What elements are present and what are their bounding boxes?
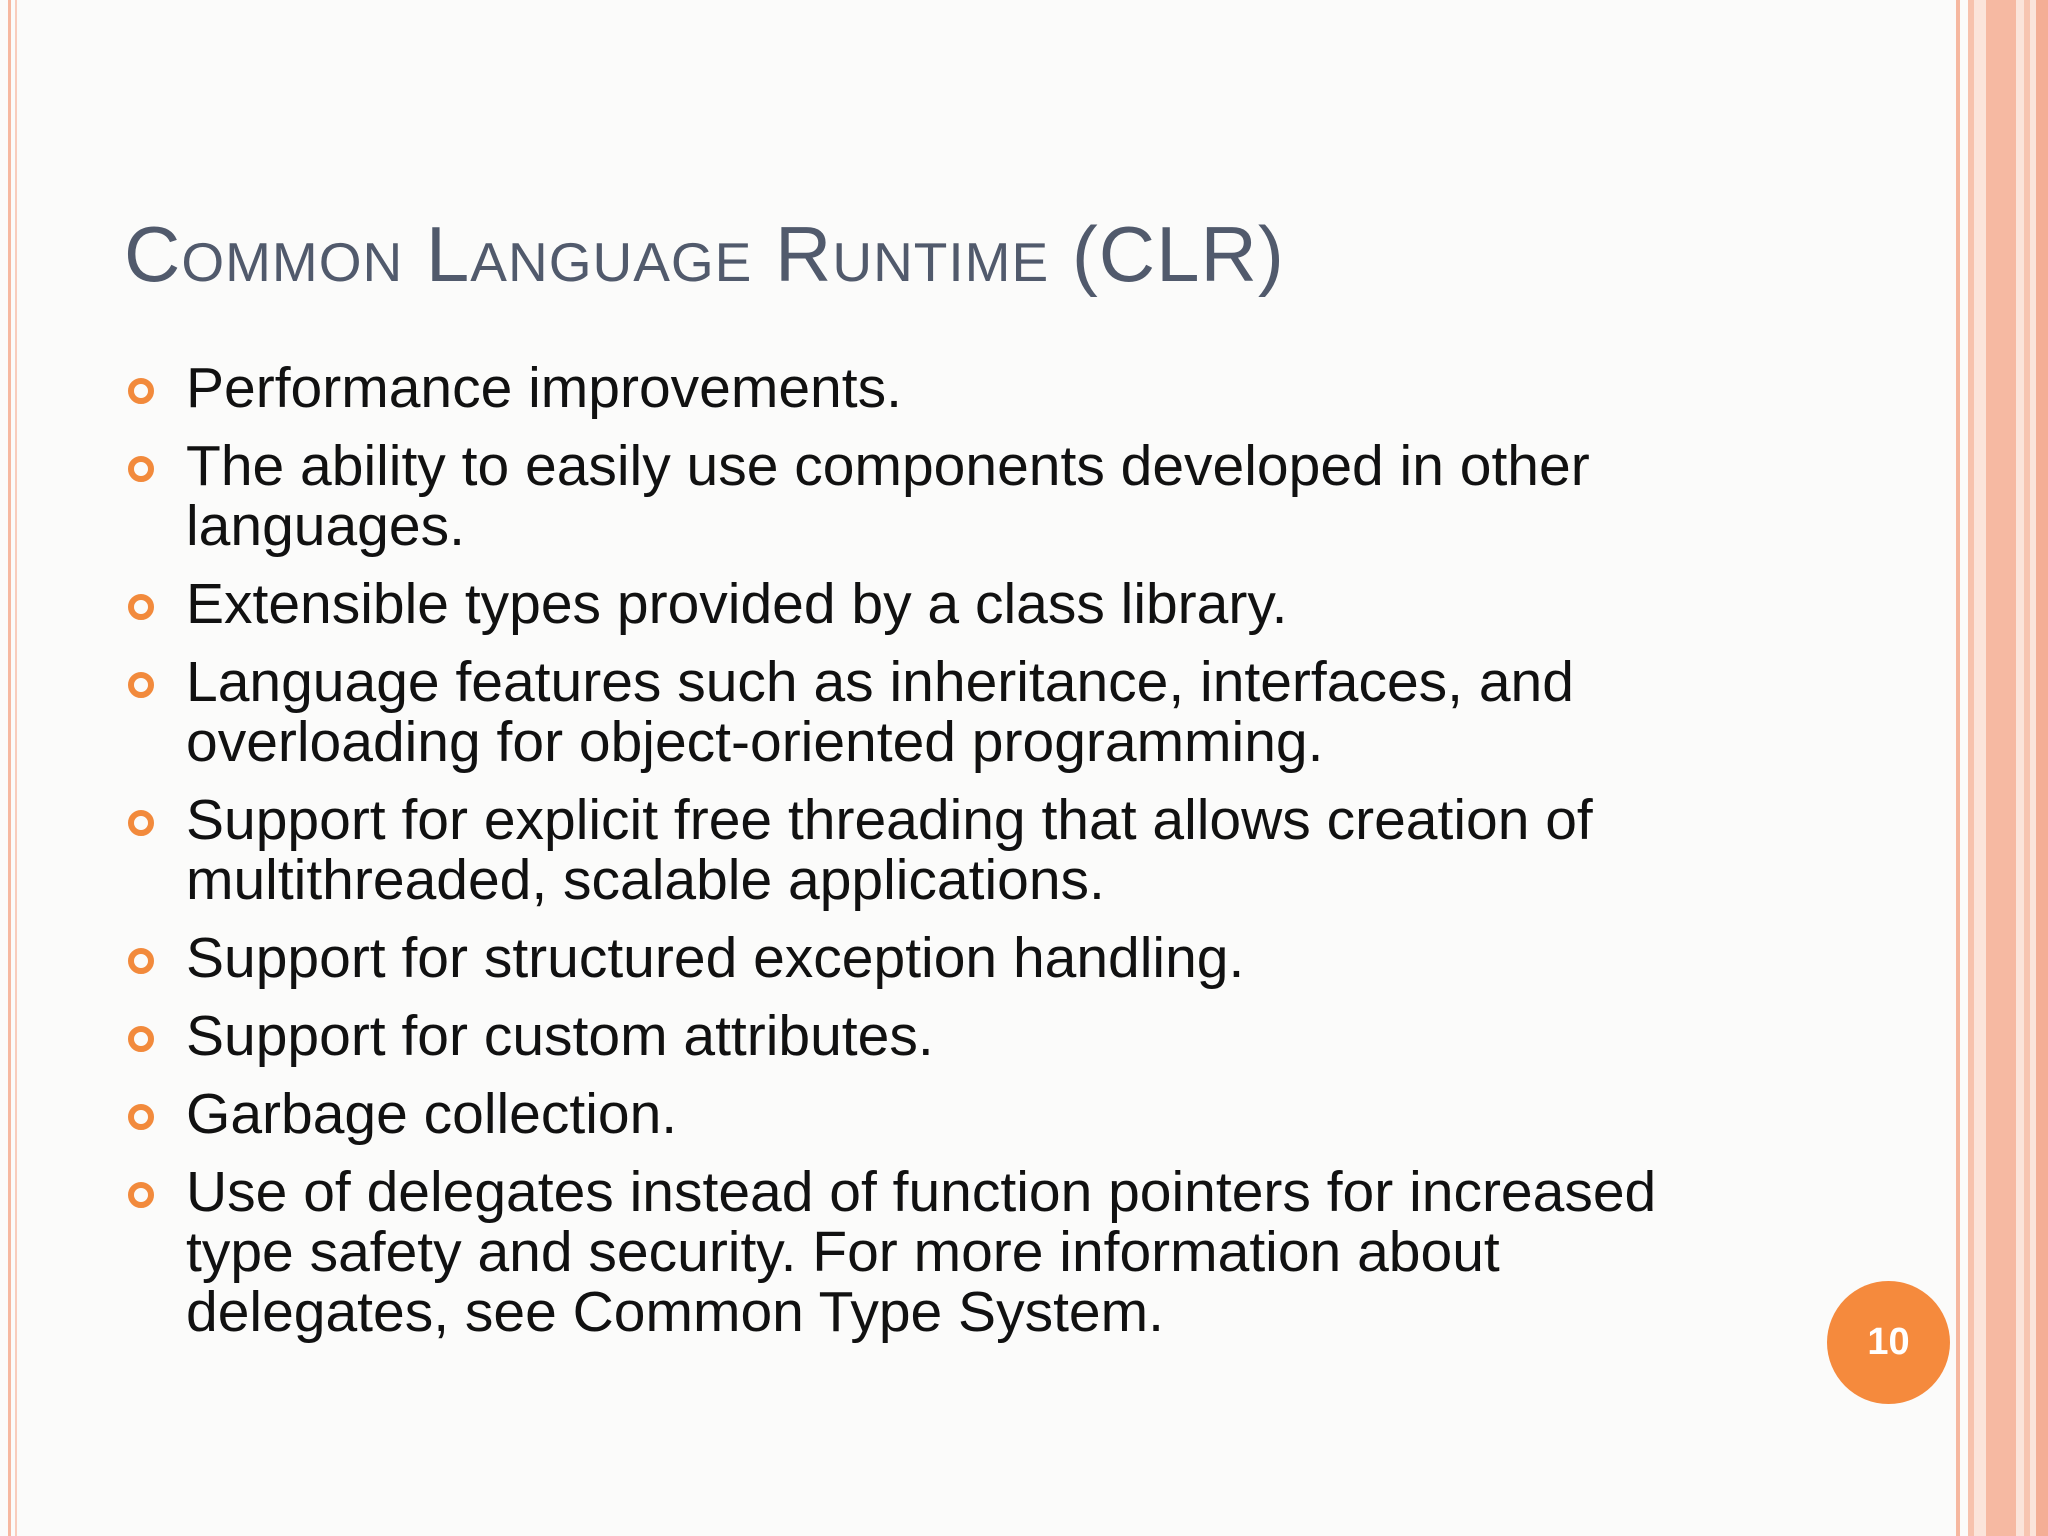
hollow-circle-bullet-icon — [128, 378, 154, 404]
bullet-item — [124, 652, 1764, 772]
bullet-item — [124, 358, 1764, 418]
right-stripe — [1968, 0, 1974, 1536]
page-number-badge: 10 — [1827, 1281, 1950, 1404]
bullet-text: Use of delegates instead of function pointers for increased type safety and security. For more information about delegates, see Common Type System. — [186, 1160, 1657, 1344]
bullet-text: Performance improvements. — [186, 356, 902, 420]
bullet-text: The ability to easily use components developed in other languages. — [186, 434, 1590, 558]
hollow-circle-bullet-icon — [128, 948, 154, 974]
bullet-text: Support for custom attributes. — [186, 1004, 934, 1068]
bullet-item — [124, 1006, 1764, 1066]
bullet-item — [124, 574, 1764, 634]
left-border-line — [8, 0, 11, 1536]
bullet-item — [124, 790, 1764, 910]
hollow-circle-bullet-icon — [128, 1182, 154, 1208]
bullet-text: Support for explicit free threading that allows creation of multithreaded, scalable applications. — [186, 788, 1593, 912]
right-stripe — [1956, 0, 1960, 1536]
bullet-item — [124, 436, 1764, 556]
slide-title: Common Language Runtime (CLR) — [124, 210, 1285, 298]
hollow-circle-bullet-icon — [128, 810, 154, 836]
hollow-circle-bullet-icon — [128, 672, 154, 698]
right-stripe — [2036, 0, 2048, 1536]
bullet-text: Extensible types provided by a class library. — [186, 572, 1288, 636]
hollow-circle-bullet-icon — [128, 594, 154, 620]
bullet-list — [124, 358, 1764, 1360]
bullet-text: Support for structured exception handling. — [186, 926, 1245, 990]
hollow-circle-bullet-icon — [128, 1104, 154, 1130]
left-border-line — [15, 0, 17, 1536]
bullet-text: Language features such as inheritance, interfaces, and overloading for object-oriented programming. — [186, 650, 1574, 774]
hollow-circle-bullet-icon — [128, 456, 154, 482]
bullet-text: Garbage collection. — [186, 1082, 678, 1146]
right-stripe — [1986, 0, 2016, 1536]
bullet-item — [124, 928, 1764, 988]
right-stripe — [2024, 0, 2030, 1536]
bullet-item — [124, 1162, 1764, 1342]
bullet-item — [124, 1084, 1764, 1144]
hollow-circle-bullet-icon — [128, 1026, 154, 1052]
